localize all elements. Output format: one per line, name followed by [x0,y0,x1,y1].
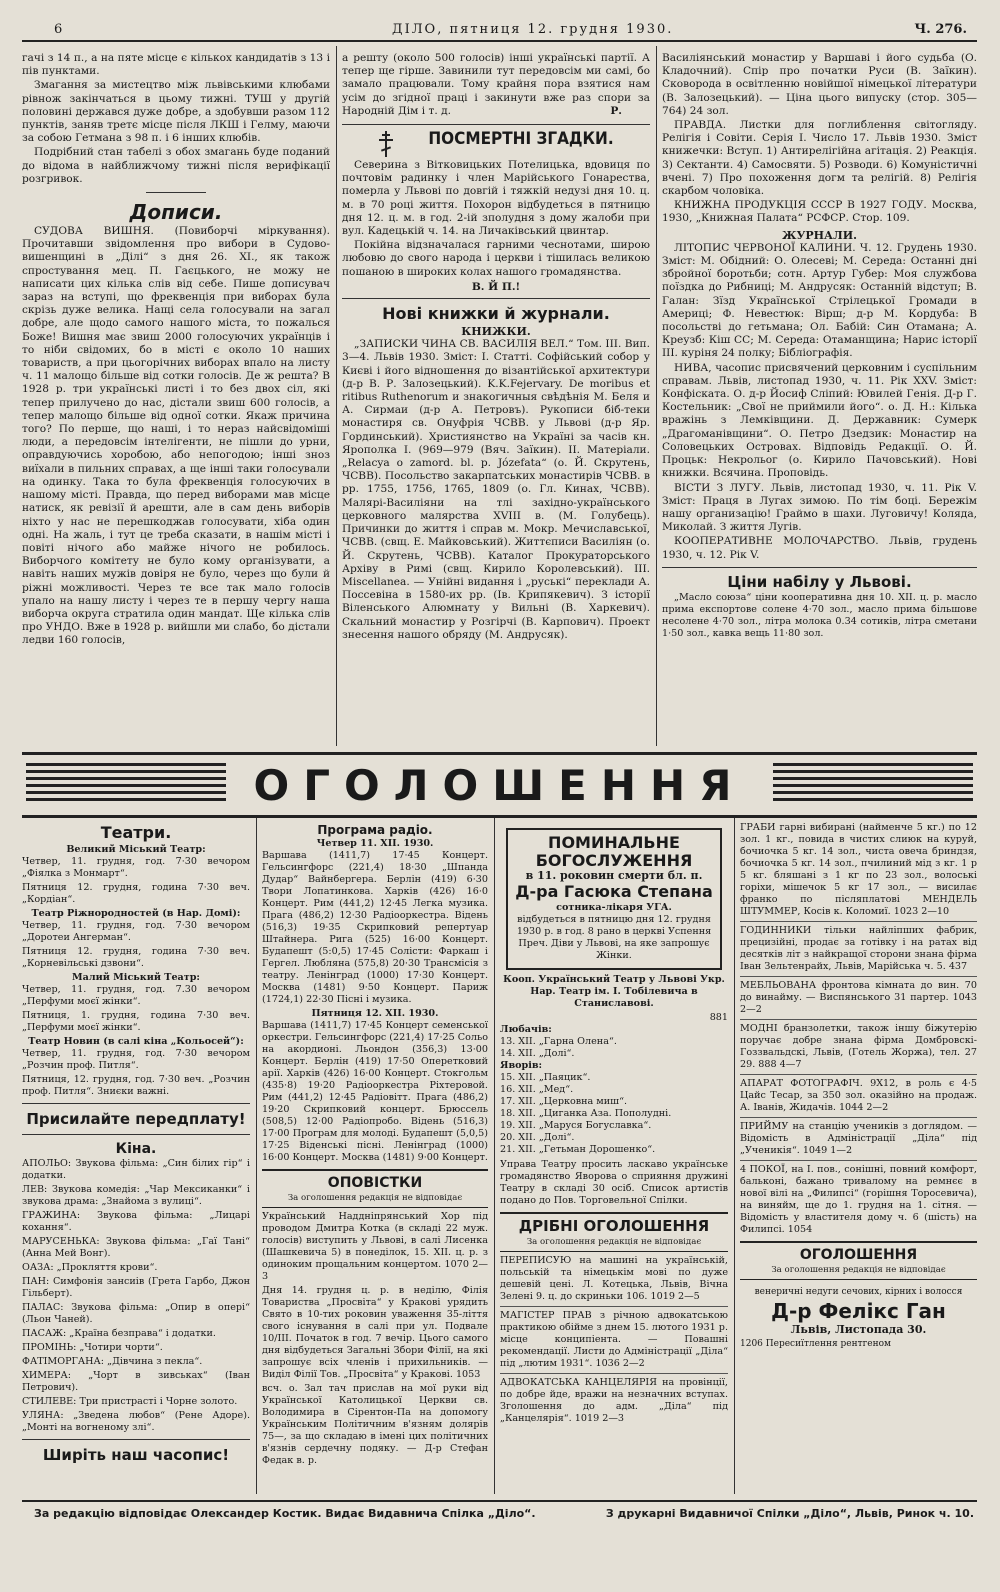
cinema-item: ГРАЖИНА: Звукова фільма: „Лицарі кохання“. [22,1210,250,1233]
col2-intro [342,52,650,118]
doctor-name: Д-р Фелікс Ган [771,1299,946,1323]
obituary-heading: ПОСМЕРТНІ ЗГАДКИ. [428,129,614,150]
dopysy-text: СУДОВА ВИШНЯ. (Повиборчі міркування). Прочитавши звідомлення про вибори в Судово-вишенщині в „Ділі“ з дня 26. XI., як також спростування мец. П. Гаєцького, не можу не написати цих кілька слів від себе. Пише дописувач зараз на вступі, що фреквенція при виборах була скрізь дуже велика. Нащі села голосували на загал добре, але щодо самого нашого міста, то пожалься Боже! Вишня має звиш 2000 голосуючих українців і то ніби свідомих, бо в місті є около 10 наших товариств, а при цьогорічних виборах впало на листу ч. 11 малощо більше від сотки голосів. Де ж решта? В 1928 р. три українські листі і то без двох сіл, які тепер прилучено до нас, дістали звиш 600 голосів, а тепер малощо більше від одної сотки. Якаж причина того? По перше, що наші, і то нераз найсвідоміші люди, а передовсім інтелігенти, не пішли до урни, оправдуючись хоробою, або непогодою; інші зноз виїхали в пильних справах, а ще інші таки голосували на одинку. Така то була фреквенція голосуючих в нашому місті. Правда, що перед виборами мав місце натиск, як ревізії й арешти, але в сам день виборів ніхто у нас не перешкоджав голосувати, хіба один одні. На жаль, і тут це треба сказати, в нашім місті і повіті нічого або майже нічого не робилось. Виборчого комітету не було кому організувати, а навіть наших мужів довіря не було, через що були й ріжні можливості. Через те все так мало голосів упало на нашу листу і через те в першу чергу наша виборча округа стратила один мандат. Ще кілька слів про УНДО. Вже в 1928 р. вийшли ми слабо, бо дістали ледви 160 голосів, [22,225,330,647]
radio-day-heading: Пятниця 12. XII. 1930. [311,1008,439,1019]
column-2 [342,52,650,746]
small-ad: АДВОКАТСЬКА КАНЦЕЛЯРІЯ на провінції, по добре йде, вражи на незначних вступах. Зголошення до адм. „Діла“ під „Канцелярія“. 1019 2—3 [500,1377,728,1424]
theatre-tour-code: 881 [709,1012,728,1023]
memorial-box [506,828,722,970]
notices-heading: ОПОВІСТКИ [327,1175,423,1191]
classifieds-column [740,822,977,1498]
column-rule [494,818,495,1494]
theatre-name: Великий Міський Театр: [66,844,206,855]
memorial-title: БОГОСЛУЖЕННЯ [535,851,693,870]
memorial-title: ПОМИНАЛЬНЕ [548,833,680,852]
dopysy-heading: Дописи. [129,200,223,225]
theatre-line: Пятниця 12. грудня, година 7·30 веч. „Кордіан“. [22,882,250,905]
obituary-text: Покійна відзначалася гарними чеснотами, широю любовю до свого народа і церкви і тішилась великою пошаною в широких колах нашого громадянства. [342,239,650,278]
notice-disclaimer: За оголошення редакція не відповідає [771,1265,946,1275]
cinema-item: УЛЯНА: „Зведена любов“ (Рене Адоре). „Монті на вогненому злі“. [22,1410,250,1433]
cinema-item: ХИМЕРА: „Чорт в зивськах“ (Іван Петрович). [22,1370,250,1393]
journals-text: КООПЕРАТИВНЕ МОЛОЧАРСТВО. Львів, грудень 1930, ч. 12. Рік V. [662,535,977,561]
issue-number: Ч. 276. [914,22,967,37]
theatre-line: Пятниця, 12. грудня, год. 7·30 веч. „Розчин проф. Питля“. Зниєки важні. [22,1074,250,1097]
obituary-header [342,129,650,159]
notice-item: Український Наддніпрянський Хор під проводом Дмитра Котка (в складі 22 муж. голосів) виступить у Львові, в салі Лисенка (Шашкевича 5) в понеділок, 15. XII. ц. р. з одиноким прощальним концертом. 1070 2—3 [262,1211,488,1282]
column-rule [336,46,337,746]
notice-heading: ОГОЛОШЕННЯ [799,1247,918,1263]
classified-ad: ПРИЙМУ на станцію учеників з доглядом. — Вiдомість в Адміністрації „Діла“ під „Ученикія“. 1049 1—2 [740,1121,977,1156]
cinema-item: ПРОМІНЬ: „Чотири чорти“. [22,1342,163,1353]
theatres-heading: Театри. [100,823,172,842]
memorial-rank: сотника-лікаря УГА. [556,902,672,913]
sport-text: гачі з 14 п., а на пяте місце є кількох кандидатів з 13 і пів пунктами. [22,52,330,78]
tour-row: 14. XII. „Долі“. [500,1048,575,1059]
cinema-item: ФАТІМОРГАНА: „Дівчина з пекла“. [22,1356,203,1367]
cinema-item: МАРУСЕНЬКА: Звукова фільма: „Гаї Тані“ (Анна Мей Вонг). [22,1236,250,1259]
small-ads-heading: ДРІБНІ ОГОЛОШЕННЯ [518,1217,710,1235]
column-rule [256,818,257,1494]
cinema-item: ПАСАЖ: „Країна безправа“ і додатки. [22,1328,216,1339]
tour-row: 16. XII. „Мед“. [500,1084,574,1095]
tour-row: 21. XII. „Гетьман Дорошенко“. [500,1144,656,1155]
theatre-name: Театр Новин (в салі кіна „Кольосей“): [28,1036,244,1047]
tour-row: 15. XII. „Паяцик“. [500,1072,591,1083]
column-3 [662,52,977,746]
cinema-item: ОАЗА: „Прокляття крови“. [22,1262,158,1273]
journals-heading: ЖУРНАЛИ. [782,228,857,242]
notice-item: Дня 14. грудня ц. р. в неділю, Філія Товариства „Просвіта“ у Кракові урядить Свято в 10-тих роковин уваження 35-ліття свого існування в салі при ул. Подвале 10/III. Початок в год. 7 вечір. Цього самого дня відбудеться Загальні Збори Філії, на які запрошує всіх членів і прихильників. — Виділ Філії Тов. „Просвіта“ у Кракові. 1053 [262,1285,488,1380]
tour-row: 20. XII. „Долі“. [500,1132,575,1143]
page-number: 6 [54,22,63,37]
theatre-line: Пятниця, 1. грудня, година 7·30 веч. „Перфуми моєї жінки“. [22,1010,250,1033]
doctor-specialty: венеричні недуги сечових, кірних і волосся [754,1287,963,1297]
doctor-code: 1206 Пересиїтлення рентгеном [740,1339,892,1349]
cinema-item: ЛЕВ: Звукова комедія: „Чар Мексиканки“ і звукова драма: „Знайома з вулиці“. [22,1184,250,1207]
column-1 [22,52,330,746]
tour-row: 19. XII. „Маруся Богуславка“. [500,1120,652,1131]
books-heading: Нові книжки й журнали. [382,304,610,324]
prices-heading: Ціни набілу у Львові. [727,572,912,591]
column-rule [734,818,735,1494]
tour-city: Любачів: [500,1024,552,1035]
tour-row: 17. XII. „Церковна миш“. [500,1096,628,1107]
small-ad: ПЕРЕПИСУЮ на машині на українській, польській та німецькім мові по дуже дешевій цені. Л. Котецька, Львів, Вічна Зелені 9. ц. до скриньки 106. 1019 2—5 [500,1255,728,1302]
col3-text: Василіянський монастир у Варшаві і його судьба (О. Кладочний). Спір про початки Руси (В. Заїкин). Сковорода в освітленню новійшої німецької літератури (В. Залозецький). — Ціна цього випуску (стор. 305—764) 24 зол. [662,52,977,117]
journals-text: ЛІТОПИС ЧЕРВОНОЇ КАЛИНИ. Ч. 12. Грудень 1930. Зміст: М. Обідний: О. Олесеві; М. Середа: Останні дні збройної боротьби; сотн. Артур Губер: Моя службова поїздка до Рибниці; М. Андрусяк: Останній відступ; В. Галан: Зїзд Українcької Стрілецької Громади в Америці; Ф. Невестюк: Вірш; д-р М. Кордуба: В посольстві до гетьмана; Ол. Бабій: Син Отамана; А. Креузб: Кіш СС; М. Середа: Отаманщина; Нарис історії III. куріня 24 полку; Бібліографія. [662,241,977,360]
tour-row: 18. XII. „Циганка Аза. Пополудні. [500,1108,672,1119]
notices-disclaimer: За оголошення редакція не відповідає [287,1193,463,1203]
radio-column [262,822,488,1498]
col3-text: ПРАВДА. Листки для поглиблення світогляду. Релігія і Совіти. Серія I. Число 17. Львів 1930. Зміст книжечки: Вступ. 1) Антирелігійна агітація. 2) Реакція. 3) Сектанти. 4) Самосвяти. 5) Розводи. 6) Комуністичні вчені. 7) Про похоження догм та релігій. 8) Релігія скарбом чоловіка. [662,119,977,198]
doctor-address: Львів, Листопада 30. [790,1323,927,1336]
theatre-tour-note: Управа Театру просить ласкаво українське громадянство Яворова о сприяння дружині Театру в складі 30 осіб. Список артистів подано до Пов. Торговельної Спілки. [500,1159,728,1206]
banner-title [22,761,977,810]
radio-day-heading: Четвер 11. XII. 1930. [316,838,434,849]
sport-text: Змагання за мистецтво між львівськими клюбами рівнож закінчаться в цьому тижні. ТУШ у другій половині держався дуже добре, а здобувши разом 112 пунктів, заняв третє місце після ЛКШ і Гелму, маючи за собою Гетмана з 98 п. і 6 інших клюбів. [22,79,330,145]
classified-ad: 4 ПОКОЇ, на I. пов., сонішні, повний комфорт, бальконі, бажано тривалому на ремнєє в нової вілі на „Филипсі“ (горішня Торосевича), на виняйм, ще до 1. грудня на 1. сітня. — Відомість у властителя дому ч. 6 (шість) на Филипсі. 1054 [740,1164,977,1235]
ads-banner [22,752,977,818]
prices-text: „Масло союза“ ціни кооперативна дня 10. XII. ц. р. масло прима експортове солене 4·70 зол., масло прима більшове несолене 4·70 зол., літра молока 0.34 сотиків, літра сметани 1·50 зол., кавка вещь 11·80 зол. [662,591,977,639]
cinema-item: СТИЛЕВЕ: Три пристрасті і Чорне золото. [22,1396,238,1407]
radio-program: Варшава (1411,7) 17·45 Концерт. Гельсингфорс (221,4) 18·30 „Шпанда Дудар“ Вайнбергера. Берлін (419) 6·30 Твори Лопатинкова. Харків (426) 16·0 Концерт. Рим (441,2) 12·45 Легка музика. Прага (486,2) 12·30 Радіооркестра. Відень (516,3) 19·35 Скрипковий репертуар Штайнера. Рига (525) 16·00 Концерт. Будапешт (5:0,5) 17·45 Солісти: Фаркаш і Гергел. Люблянa (575,8) 20·30 Трансмісія з театру. Ленінград (1000) 17·30 Концерт. Москва (1481) 9·50 Концерт. Париж (1724,1) 22·30 Пісні і музика. [262,850,488,1005]
column-rule [656,46,657,746]
theatre-name: Малий Міський Театр: [72,972,200,983]
spread-slogan: Ширіть наш часопис! [42,1446,230,1464]
small-ads-disclaimer: За оголошення редакція не відповідає [526,1237,702,1247]
col2-intro-text: а решту (около 500 голосів) інші українські партії. А тепер ще гірше. Завинили тут передовсім ми самі, бо замало працювали. Тому крайня пора взятися нам усім до згідної праці і закинути вже раз спори за Народній Дім і т. д. [342,52,650,117]
cinema-item: ПАЛАС: Звукова фільма: „Опир в опері“ (Льон Чаней). [22,1302,250,1325]
footer-printer: З друкарні Видавничої Спілки „Діло“, Львів, Ринок ч. 10. [605,1507,974,1520]
notice-item: всч. о. Зал тач прислав на мої руки від Української Католицької Церкви св. Володимира в Сірентон-Па на допомогу Українським Політичним в'язням долярів 75—, за що складаю в імені цих політичних в'язнів сердечну подяку. — Д-р Стефан Федак в. р. [262,1383,488,1466]
memorial-name: Д-ра Гасюка Степана [515,882,713,901]
classified-ad: МОДНІ бранзолетки, також іншу біжутерію поручає добре знана фірма Домбровскі-Гоззвальдскі, Львів, (Готель Жоржа), тел. 27 29. 888 4—7 [740,1023,977,1070]
announcements-column [500,822,728,1498]
radio-heading: Програма радіо. [317,823,433,837]
cinema-heading: Кіна. [115,1141,157,1157]
memorial-line: в 11. роковин смерти бл. п. [525,869,703,882]
col3-text: КНИЖНА ПРОДУКЦІЯ СССР В 1927 ГОДУ. Москва, 1930, „Книжная Палата“ РСФСР. Стор. 109. [662,199,977,225]
books-text: „ЗАПИСКИ ЧИНА СВ. ВАСИЛІЯ ВЕЛ.“ Том. III. Вип. 3—4. Львів 1930. Зміст: I. Статті. Софійський собор у Києві і його відношення до візантійської архитектури (д-р В. Р. Залозецький). K.K.Fejervary. De moribus et ritibus Ruthenorum и знакогичныя свѣдѣнія М. Беля и А. Сирмаи (д-р А. Петровъ). Рукописи біб-теки монастиря св. Онуфрія ЧСВВ. у Львові (д-р Яр. Гординський). Християнство на Україні за часів кн. Ярополка I. (969—979 (Вяч. Заїкин). II. Матеріали. „Relacya o zamord. bl. p. Józefata“ (о. Й. Скрутень, ЧСВВ). Посольство закарпатських монастирів ЧСВВ. в рр. 1755, 1756, 1765, 1809 (о. Гл. Кинах, ЧСВВ). Малярі-Василіяни на тлі західно-українського церковного малярства XVIII в. (М. Голубець). Причинки до життя і справ м. Мокр. Мечиславської, ЧСВВ. (свщ. Е. Майковський). Життєписи Василіян (о. Й. Скрутень, ЧСВВ). Каталог Прокураторського Архіву в Римі (свщ. Кирило Королевський). III. Miscellanea. — Унійні видання і „руські“ переклади А. Поссевіна в 1580-их рр. (Ів. Крипякевич). З історії Віленського Алюмнату у Вильні (В. Харкевич). Скальний монастир у Розгірчі (В. Карпович). Проект знесення нашого обряду (М. Андрусяк). [342,338,650,641]
cinema-item: ПАН: Симфонія зансиів (Грета Гарбо, Джон Гільберт). [22,1276,250,1299]
classified-ad: ГОДИННИКИ тільки найліпших фабрик, прецизійні, продає за готівку і на ратах від десятків літ з найкращої сторони знана фірма Іван Зельтенрайх, Львів, Марійська ч. 5. 437 [740,925,977,972]
obituary-text: Северина з Вітковицьких Потелицька, вдовиця по почтовім радинку і член Марійського Гонарества, померла у Львові по довгій і тяжкій недузі дня 10. ц. м. в 70 році життя. Похорон відбудеться в пятницю дня 12. ц. м. в год. 2-ій зполудня з дому жалоби при вул. Кадецькій ч. 14. на Личаківський цвинтар. [342,159,650,238]
small-ad: МАГІСТЕР ПРАВ з річною адвокатською практикою обійме з днем 15. лютого 1931 р. місце конципіента. — Повашні рекомендації. Листи до Адміністрації „Діла“ під „лютим 1931“. 1036 2—2 [500,1310,728,1369]
theatre-line: Пятниця 12. грудня, година 7·30 веч. „Корневільські дзвони“. [22,946,250,969]
masthead: ДІЛО, пятниця 12. грудня 1930. [392,22,674,37]
classified-ad: АПАРАТ ФОТОГРАФІЧ. 9X12, в роль є 4·5 Цайс Тесар, за 350 зол. оказійно на продаж. А. Іванів, Жидачів. 1044 2—2 [740,1078,977,1113]
tour-city: Яворів: [500,1060,543,1071]
radio-program: Варшава (1411,7) 17·45 Концерт семенської оркестри. Гельсингфорс (221,4) 17·25 Сольо на акордионі. Льондон (356,3) 13·00 Концерт. Берлін (419) 17·50 Оперетковий арії. Харків (426) 16·00 Концерт. Стокгольм (435·8) 19·20 Радіооркестра Ріхтеровой. Рим (441,2) 12·45 Радіовітт. Прага (486,2) 19·20 Скрипковий концерт. Брюссель (508,5) 12·00 Радіопробо. Відень (516,3) 17·00 Програм для молоді. Будапешт (5,0,5) 17·25 Віденські пісні. Ленінград (1000) 16·00 Концерт. Москва (1481) 9·00 Концерт. [262,1020,488,1163]
theatre-name: Театр Ріжнородностей (в Нар. Домі): [31,908,241,919]
page-header [22,20,977,42]
journals-text: НИВА, часопис присвячений церковним і суспільним справам. Львів, листопад 1930, ч. 11. Рік XXV. Зміст: Конфіската. О. д-р Йосиф Сліпий: Ювилей Генія. Д-р Г. Костельник: „Свої не приймили його“. о. Д. Н.: Кілька вражінь з Лемківщини. Д. Державник: Сумерк „Драгоманівщини“. О. Петро Дзедзик: Монастир на Соловецьких Островах. Відповідь Редакції. О. Й. Процьк: Некрольог (о. Кирило Пачовський). Нові книжки. Всячина. Проповідь. [662,361,977,480]
tour-row: 13. XII. „Гарна Олена“. [500,1036,617,1047]
obituary-closing: В. Й П.! [471,280,521,293]
books-subheading: КНИЖКИ. [461,325,531,339]
classified-ad: ГРАБИ гарні вибирані (найменче 5 кг.) по 12 зол. 1 кг., повида в чистих слиюк на куруй, бочиочка 5 кг. 14 зол., чиста овеча бриндзя, бочиочка 5 кг. 14 зол., пчилиний мід з кг. 1 р 5 кг. бляшані з 1 кг по 23 зол., волоські горіхи, мішечок 5 кг 17 зол., — висилає франко по післяплатові МЕНДЕЛЬ ШТУММЕР, Косів к. Коломиї. 1023 2—10 [740,822,977,917]
sport-text: Подрібний стан табелі з обох змагань буде поданий до відома в найближчому тижні після верифікації розгривок. [22,146,330,185]
subscribe-slogan: Присилайте передплату! [26,1110,246,1128]
theatre-line: Четвер, 11. грудня, год. 7.30 вечором „Перфуми моєї жінки“. [22,984,250,1007]
theatre-tour-heading: Кооп. Український Театр у Львові Укр. Нар. Театр ім. І. Тобілевича в Станиславові. [503,974,725,1009]
footer-editor: За редакцію відповідає Олександер Костик. Видає Видавнича Спілка „Діло“. [34,1507,536,1520]
theatres-column [22,822,250,1498]
theatre-line: Четвер, 11. грудня, год. 7·30 вечором „Фіялка з Монмарт“. [22,856,250,879]
banner-title-text: ОГОЛОШЕННЯ [242,761,758,810]
classified-ad: МЕБЛЬОВАНА фронтова кімната до вин. 70 до винайму. — Виспянського 31 партер. 1043 2—2 [740,980,977,1015]
memorial-text: відбудеться в пятницю дня 12. грудня 1930 р. в год. 8 рано в церкві Успення Преч. Діви у Львові, на яке запрошує Жінки. [516,914,712,961]
footer-rule [22,1500,977,1502]
journals-text: ВІСТИ З ЛУГУ. Львів, листопад 1930, ч. 11. Рік V. Зміст: Праця в Лугах зимою. По тім боці. Бережім нашу организацію! Граймо в шахи. Луговичу! Коляда, Миколай. З життя Лугів. [662,481,977,534]
cinema-item: АПОЛЬО: Звукова фільма: „Син білих гір“ і додатки. [22,1158,250,1181]
theatre-line: Четвер, 11. грудня, год. 7·30 вечором „Доротеи Ангерман“. [22,920,250,943]
col2-intro-sign: Р. [610,104,622,117]
theatre-line: Четвер, 11. грудня, год. 7·30 вечором „Розчин проф. Питля“. [22,1048,250,1071]
